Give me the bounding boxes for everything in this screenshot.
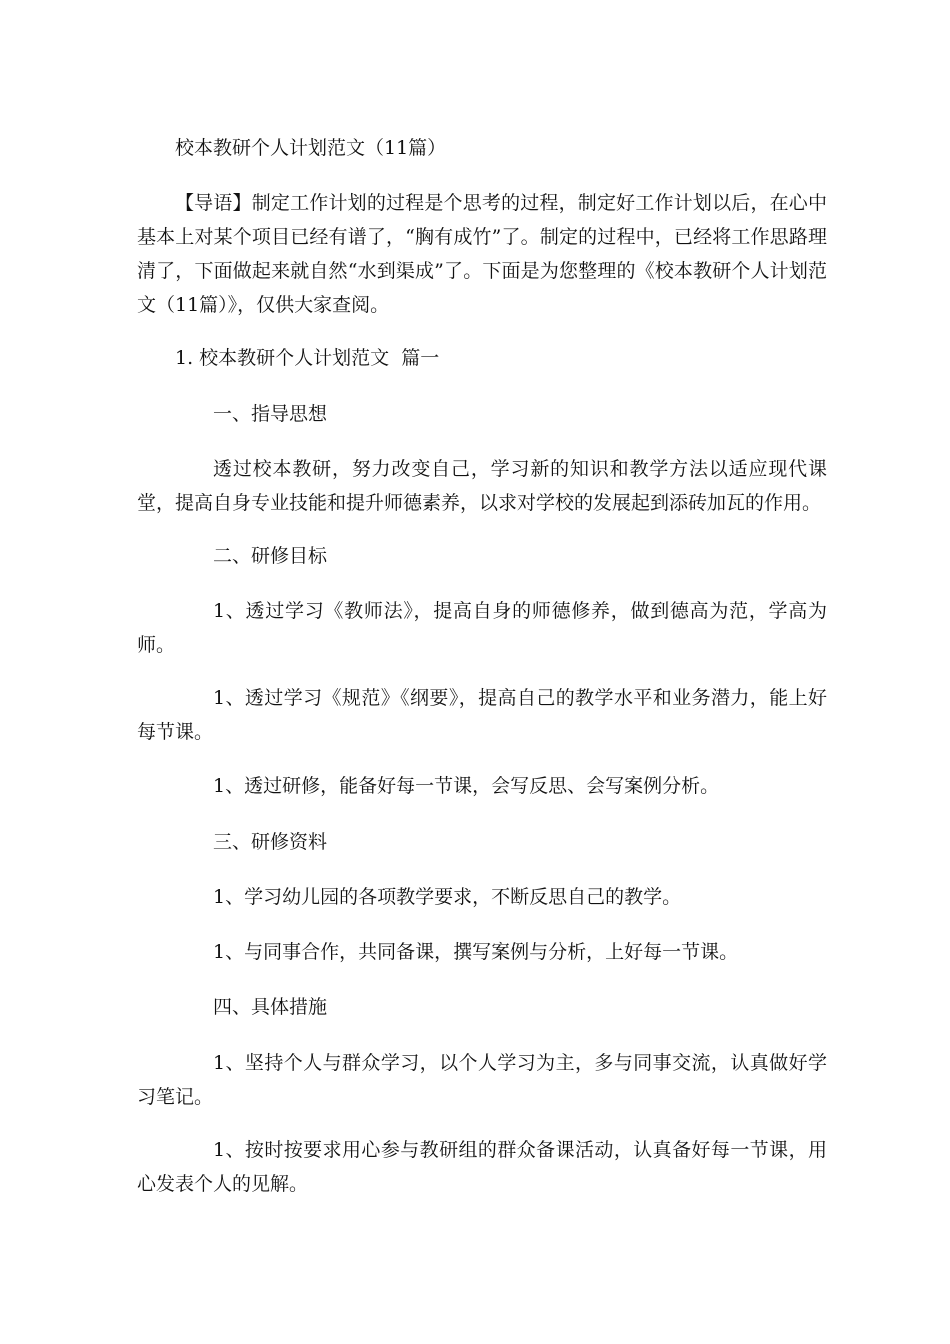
subheading-specific-measures: 四、具体措施: [213, 996, 328, 1018]
section-heading: 1. 校本教研个人计划范文 篇一: [175, 347, 440, 369]
material-item-1: 1、学习幼儿园的各项教学要求，不断反思自己的教学。: [213, 886, 682, 908]
goal-item-3: 1、透过研修，能备好每一节课，会写反思、会写案例分析。: [213, 775, 720, 797]
measure-item-2: 1、按时按要求用心参与教研组的群众备课活动，认真备好每一节课，用心发表个人的见解。: [137, 1139, 827, 1195]
document-title: 校本教研个人计划范文（11篇）: [175, 137, 447, 159]
paragraph-guiding-ideology: 透过校本教研，努力改变自己，学习新的知识和教学方法以适应现代课堂，提高自身专业技能和提升师德素养，以求对学校的发展起到添砖加瓦的作用。: [137, 458, 827, 514]
subheading-guiding-ideology: 一、指导思想: [213, 403, 328, 425]
measure-item-1: 1、坚持个人与群众学习，以个人学习为主，多与同事交流，认真做好学习笔记。: [137, 1052, 827, 1108]
subheading-study-materials: 三、研修资料: [213, 831, 328, 853]
intro-paragraph: 【导语】制定工作计划的过程是个思考的过程，制定好工作计划以后，在心中基本上对某个项目已经有谱了，“胸有成竹”了。制定的过程中，已经将工作思路理清了，下面做起来就自然“水到渠成”了。下面是为您整理的《校本教研个人计划范文（11篇）》，仅供大家查阅。: [137, 192, 827, 316]
subheading-study-goals: 二、研修目标: [213, 545, 328, 567]
material-item-2: 1、与同事合作，共同备课，撰写案例与分析，上好每一节课。: [213, 941, 739, 963]
goal-item-2: 1、透过学习《规范》《纲要》，提高自己的教学水平和业务潜力，能上好每节课。: [137, 687, 827, 743]
goal-item-1: 1、透过学习《教师法》，提高自身的师德修养，做到德高为范，学高为师。: [137, 600, 827, 656]
